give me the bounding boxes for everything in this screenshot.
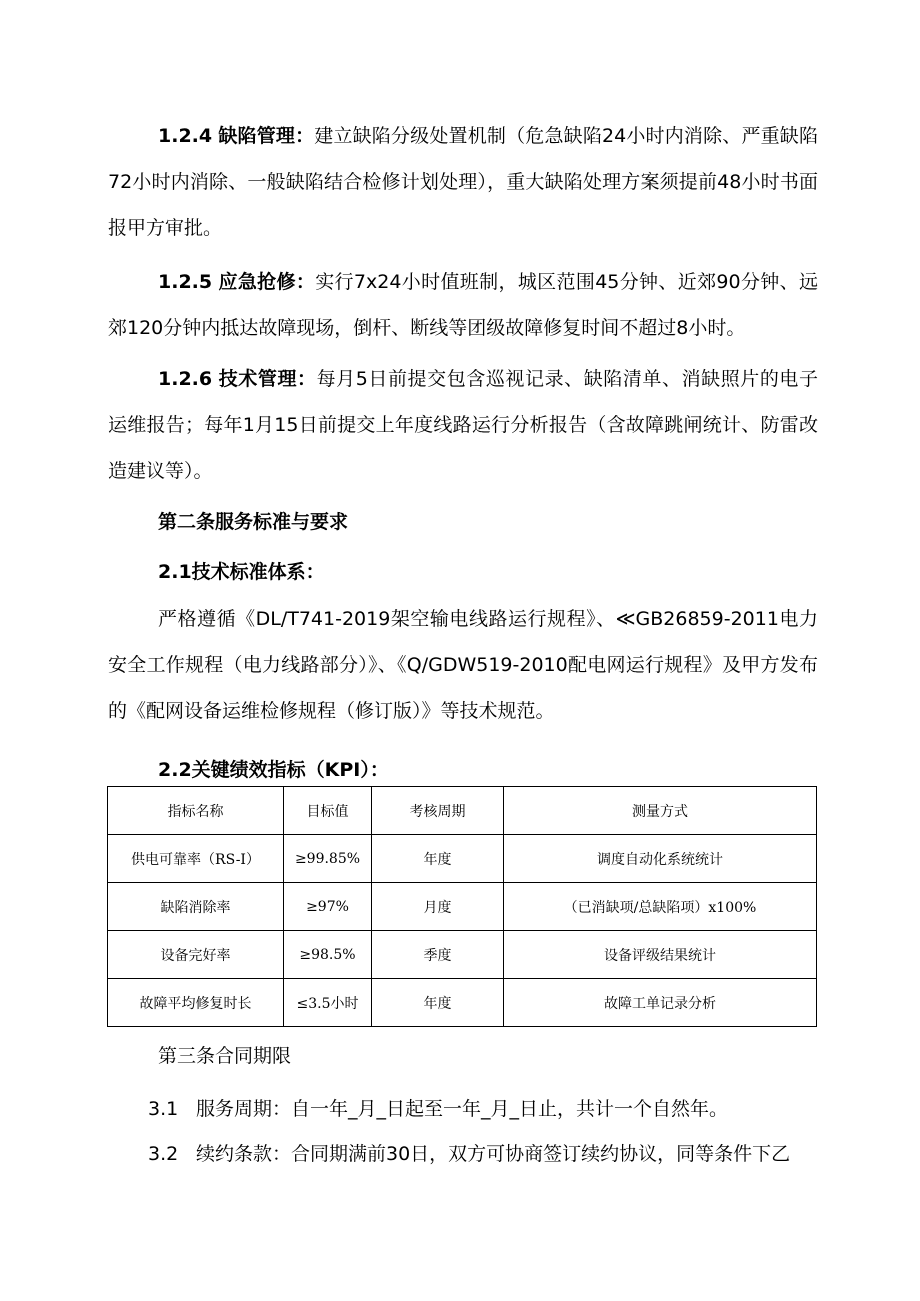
section-body: 每月5日前提交包含巡视记录、缺陷清单、消缺照片的电子运维报告；每年1月15日前提交上年度线路运行分析报告（含故障跳闸统计、防雷改造建议等）。	[108, 368, 819, 482]
table-cell: 月度	[372, 883, 504, 931]
table-cell: ≤3.5小时	[284, 979, 372, 1027]
table-cell: 年度	[372, 979, 504, 1027]
kpi-table	[107, 786, 817, 1027]
table-cell: （已消缺项/总缺陷项）x100%	[504, 883, 817, 931]
section-number: 1.2.4	[158, 125, 213, 147]
table-row	[108, 883, 817, 931]
clause-text: 续约条款：合同期满前30日，双方可协商签订续约协议，同等条件下乙	[196, 1143, 791, 1165]
section-title: 技术管理：	[218, 368, 317, 390]
header-cell: 考核周期	[372, 787, 504, 835]
table-row	[108, 931, 817, 979]
clause-number: 3.1	[148, 1098, 179, 1120]
table-row	[108, 979, 817, 1027]
table-cell: 设备评级结果统计	[504, 931, 817, 979]
article-3-title: 第三条合同期限	[158, 1045, 292, 1067]
table-cell: 供电可靠率（RS-I）	[108, 835, 284, 883]
table-cell: 故障工单记录分析	[504, 979, 817, 1027]
article-2-title: 第二条服务标准与要求	[158, 511, 349, 533]
section-body: 建立缺陷分级处置机制（危急缺陷24小时内消除、严重缺陷72小时内消除、一般缺陷结合检修计划处理），重大缺陷处理方案须提前48小时书面报甲方审批。	[108, 125, 818, 239]
clause-number: 3.2	[148, 1143, 179, 1165]
table-cell: 缺陷消除率	[108, 883, 284, 931]
section-2-2-title: 2.2关键绩效指标（KPI）：	[158, 759, 389, 781]
header-cell: 测量方式	[504, 787, 817, 835]
table-cell: 季度	[372, 931, 504, 979]
section-body: 实行7x24小时值班制，城区范围45分钟、近郊90分钟、远郊120分钟内抵达故障现场，倒杆、断线等团级故障修复时间不超过8小时。	[108, 271, 818, 339]
table-cell: 调度自动化系统统计	[504, 835, 817, 883]
table-cell: ≥99.85%	[284, 835, 372, 883]
clause-3-2	[148, 1139, 828, 1169]
clause-text: 服务周期：自一年_月_日起至一年_月_日止，共计一个自然年。	[196, 1098, 729, 1120]
section-number: 1.2.6	[158, 368, 213, 390]
section-2-1-title: 2.1技术标准体系：	[158, 561, 325, 583]
table-cell: 设备完好率	[108, 931, 284, 979]
table-cell: 故障平均修复时长	[108, 979, 284, 1027]
section-1-2-5	[108, 259, 818, 351]
section-1-2-4	[108, 113, 818, 251]
clause-3-1	[148, 1094, 828, 1124]
section-title: 缺陷管理：	[218, 125, 315, 147]
table-cell: 年度	[372, 835, 504, 883]
section-title: 应急抢修：	[218, 271, 316, 293]
header-cell: 目标值	[284, 787, 372, 835]
table-cell: ≥97%	[284, 883, 372, 931]
header-cell: 指标名称	[108, 787, 284, 835]
section-number: 1.2.5	[158, 271, 213, 293]
table-header-row	[108, 787, 817, 835]
table-cell: ≥98.5%	[284, 931, 372, 979]
section-2-1-body: 严格遵循《DL/T741-2019架空输电线路运行规程》、≪GB26859-2011电力安全工作规程（电力线路部分）》、《Q/GDW519-2010配电网运行规程》及甲方发布的《配网设备运维检修规程（修订版）》等技术规范。	[108, 608, 818, 722]
section-1-2-6	[108, 356, 818, 494]
table-row	[108, 835, 817, 883]
